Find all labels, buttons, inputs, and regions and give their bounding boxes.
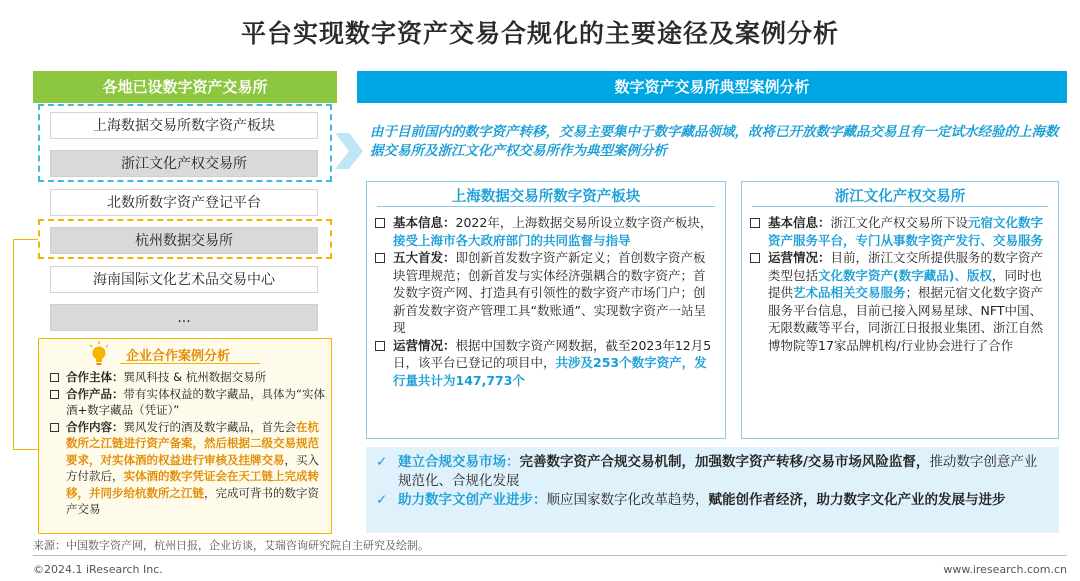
shanghai-card [366, 181, 726, 439]
operations-text: 目前，浙江文交所提供服务的数字资产类型包括 [768, 250, 1044, 283]
conclusion-box [366, 447, 1059, 533]
case-subject [50, 369, 326, 386]
exchange-item: 浙江文化产权交易所 [50, 150, 318, 177]
case-body [50, 369, 326, 518]
check-icon: ✓ [376, 454, 388, 470]
square-bullet-icon [375, 341, 385, 351]
case-content-highlight: 实体酒的数字凭证会在天工链上完成转移，并同步给杭数所之江链 [66, 469, 319, 500]
case-content-text: ，买入方付款后， [66, 452, 319, 483]
square-bullet-icon [375, 253, 385, 263]
exchange-item: 上海数据交易所数字资产板块 [50, 112, 318, 139]
case-content-label: 合作内容： [66, 419, 124, 434]
conclusion-label: 助力数字文创产业进步： [398, 492, 547, 508]
basic-info-text: 2022年，上海数据交易所设立数字资产板块， [455, 215, 713, 230]
operations-text: ；根据元宿文化数字资产服务平台信息，目前已接入网易星球、NFT中国、无限数藏等平台，同浙江日报报业集团、浙江自然博物院等17家品牌机构/行业协会进行了合作 [768, 285, 1044, 353]
five-firsts-text: 即创新首发数字资产新定义；首创数字资产板块管理规范；创新首发与实体经济强耦合的数字资产；首发数字资产网、打造具有引领性的数字资产市场门户；创新首发数字资产管理工具“数账通”、实现数字资产一站呈现 [393, 250, 706, 335]
card-body [750, 214, 1050, 354]
zhejiang-card [741, 181, 1059, 439]
footer-divider [33, 555, 1067, 556]
card-title: 浙江文化产权交易所 [834, 189, 966, 205]
case-content-text: 巽风发行的酒及数字藏品，首先会 [123, 419, 296, 434]
basic-info-label: 基本信息： [393, 215, 456, 230]
case-title: 企业合作案例分析 [126, 349, 231, 364]
website-link[interactable]: www.iresearch.com.cn [943, 563, 1067, 576]
check-icon: ✓ [376, 492, 388, 508]
basic-info-highlight: 接受上海市各大政府部门的共同监督与指导 [393, 232, 631, 248]
operations-highlight: 艺术品相关交易服务 [793, 285, 906, 300]
conclusion-label: 建立合规交易市场： [398, 454, 520, 470]
case-subject-label: 合作主体： [66, 370, 124, 384]
case-content-text: ，完成可背书的数字资产交易 [66, 485, 319, 516]
conclusion-item [376, 453, 1049, 491]
case-subject-value: 巽风科技 & 杭州数据交易所 [123, 370, 267, 384]
page-title: 平台实现数字资产交易合规化的主要途径及案例分析 [240, 19, 839, 48]
square-bullet-icon [50, 390, 59, 399]
card-body [375, 214, 717, 389]
operations-label: 运营情况： [393, 337, 456, 353]
operations-highlight: 共涉及253个数字资产，发行量共计为147,773个 [393, 355, 707, 388]
square-bullet-icon [750, 253, 760, 263]
basic-info [375, 214, 717, 249]
card-title-underline [377, 206, 715, 207]
connector-line [13, 449, 38, 450]
chevron-right-icon [335, 133, 363, 169]
case-product-value: 带有实体权益的数字藏品，具体为“实体酒+数字藏品（凭证）” [66, 386, 325, 417]
conclusion-text: 推动数字创意产业规范化、合规化发展 [398, 454, 1038, 489]
exchange-item: 杭州数据交易所 [50, 227, 318, 254]
operations-text: ，同时也提供 [768, 267, 1042, 300]
exchange-item: 北数所数字资产登记平台 [50, 189, 318, 216]
operations-highlight: 文化数字资产(数字藏品)、版权 [818, 267, 992, 283]
case-study-header: 数字资产交易所典型案例分析 [357, 71, 1067, 103]
square-bullet-icon [50, 423, 59, 432]
lightbulb-icon [88, 341, 110, 367]
operations-text: 根据中国数字资产网数据，截至2023年12月5日，该平台已登记的项目中， [393, 337, 712, 370]
operations [375, 337, 717, 390]
conclusion-body [376, 453, 1049, 510]
case-product [50, 386, 326, 419]
square-bullet-icon [750, 218, 760, 228]
case-content [50, 419, 326, 518]
connector-line [13, 239, 38, 240]
basic-info-label: 基本信息： [768, 215, 831, 230]
exchanges-header: 各地已设数字资产交易所 [33, 71, 337, 103]
square-bullet-icon [375, 218, 385, 228]
conclusion-text: 顺应国家数字化改革趋势， [546, 492, 709, 508]
conclusion-bold: 赋能创作者经济，助力数字文化产业的发展与进步 [708, 492, 1006, 508]
basic-info-highlight: 元宿文化数字资产服务平台，专门从事数字资产发行、交易服务 [768, 215, 1044, 248]
square-bullet-icon [50, 373, 59, 382]
operations-label: 运营情况： [768, 250, 831, 265]
copyright: ©2024.1 iResearch Inc. [33, 563, 163, 576]
conclusion-bold: 完善数字资产合规交易机制，加强数字资产转移/交易市场风险监督， [519, 454, 930, 470]
card-title: 上海数据交易所数字资产板块 [451, 189, 641, 205]
five-firsts [375, 249, 717, 337]
intro-text: 由于目前国内的数字资产转移，交易主要集中于数字藏品领域，故将已开放数字藏品交易且有一定试水经验的上海数据交易所及浙江文化产权交易所作为典型案例分析 [370, 124, 1059, 159]
exchange-item: 海南国际文化艺术品交易中心 [50, 266, 318, 293]
five-firsts-label: 五大首发： [393, 250, 456, 265]
operations [750, 249, 1050, 354]
connector-line [13, 239, 14, 449]
case-content-highlight: 在杭数所之江链进行资产备案，然后根据二级交易规范要求，对实体酒的权益进行审核及挂牌交易 [66, 419, 319, 467]
exchange-item: ... [50, 304, 318, 331]
conclusion-item [376, 491, 1049, 510]
case-title-underline [120, 363, 260, 364]
basic-info-text: 浙江文化产权交易所下设 [830, 215, 969, 230]
case-product-label: 合作产品： [66, 386, 124, 401]
card-title-underline [752, 206, 1048, 207]
basic-info [750, 214, 1050, 249]
source-note: 来源：中国数字资产网，杭州日报，企业访谈，艾瑞咨询研究院自主研究及绘制。 [33, 539, 429, 552]
